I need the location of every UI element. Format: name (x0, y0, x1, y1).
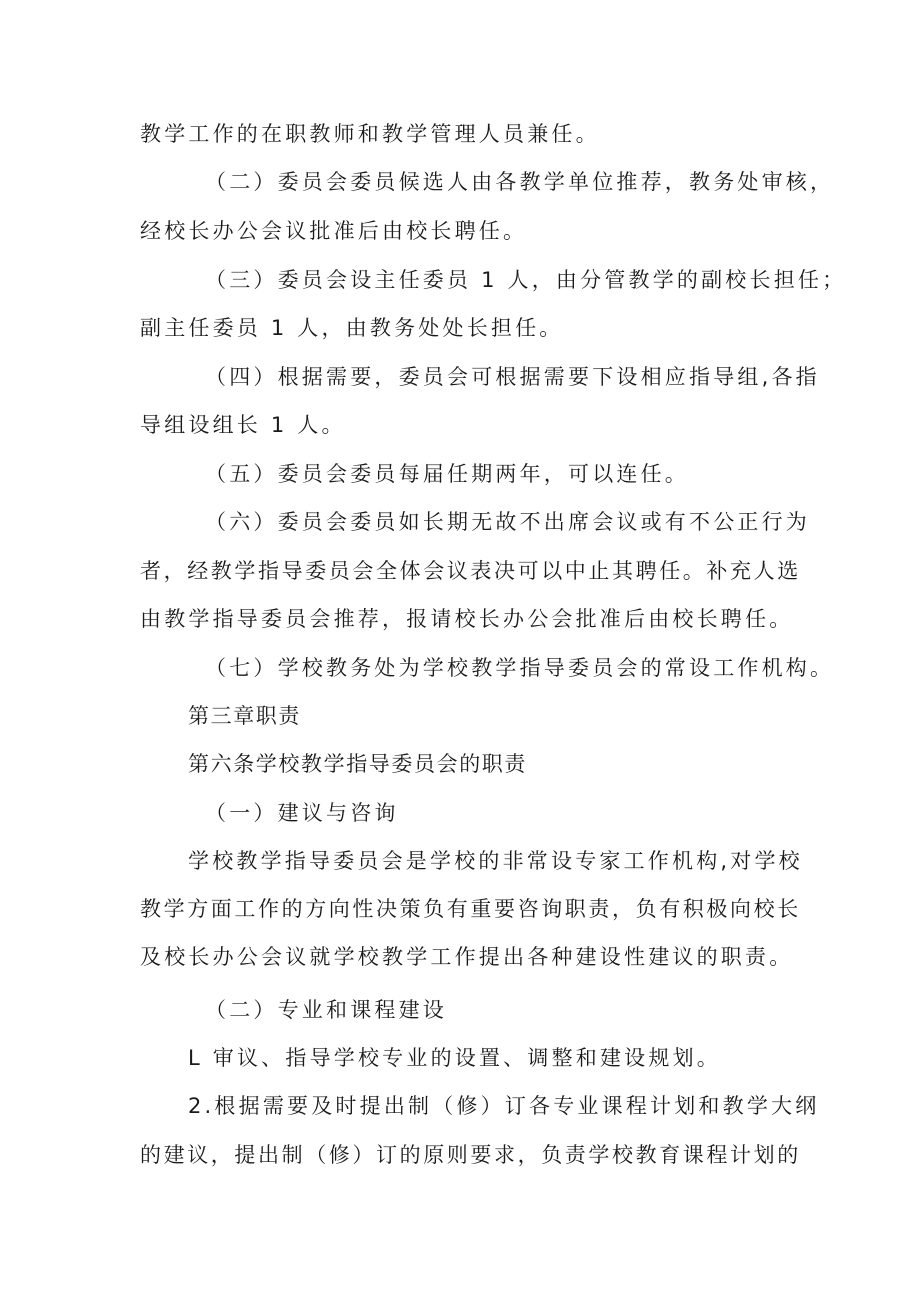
section-heading: （一）建议与咨询 (205, 801, 399, 825)
section-heading: （二）专业和课程建设 (205, 998, 447, 1022)
text-line: （三）委员会设主任委员 1 人，由分管教学的副校长担任； (205, 268, 847, 292)
text-line: 导组设组长 1 人。 (140, 413, 346, 437)
text-line: （四）根据需要，委员会可根据需要下设相应指导组,各指 (205, 365, 820, 389)
text-line: 经校长办公会议批准后由校长聘任。 (140, 219, 528, 243)
article-heading: 第六条学校教学指导委员会的职责 (188, 752, 527, 776)
text-line: （二）委员会委员候选人由各教学单位推荐，教务处审核， (205, 170, 835, 194)
text-line: 教学方面工作的方向性决策负有重要咨询职责，负有积极向校长 (140, 897, 801, 921)
text-line: 由教学指导委员会推荐，报请校长办公会批准后由校长聘任。 (140, 607, 794, 631)
text-line: （六）委员会委员如长期无故不出席会议或有不公正行为 (205, 510, 810, 534)
text-line: 副主任委员 1 人，由教务处处长担任。 (140, 316, 564, 340)
text-line: 教学工作的在职教师和教学管理人员兼任。 (140, 122, 600, 146)
text-line: L 审议、指导学校专业的设置、调整和建设规划。 (188, 1046, 721, 1070)
text-line: （七）学校教务处为学校教学指导委员会的常设工作机构。 (205, 656, 835, 680)
text-line: 的建议，提出制（修）订的原则要求，负责学校教育课程计划的 (140, 1143, 801, 1167)
text-line: 学校教学指导委员会是学校的非常设专家工作机构,对学校 (188, 849, 803, 873)
text-line: 及校长办公会议就学校教学工作提出各种建设性建议的职责。 (140, 945, 794, 969)
text-line: 者，经教学指导委员会全体会议表决可以中止其聘任。补充人选 (140, 559, 801, 583)
text-line: （五）委员会委员每届任期两年，可以连任。 (205, 462, 689, 486)
text-line: 2.根据需要及时提出制（修）订各专业课程计划和教学大纲 (188, 1094, 820, 1118)
chapter-heading: 第三章职责 (188, 704, 301, 728)
